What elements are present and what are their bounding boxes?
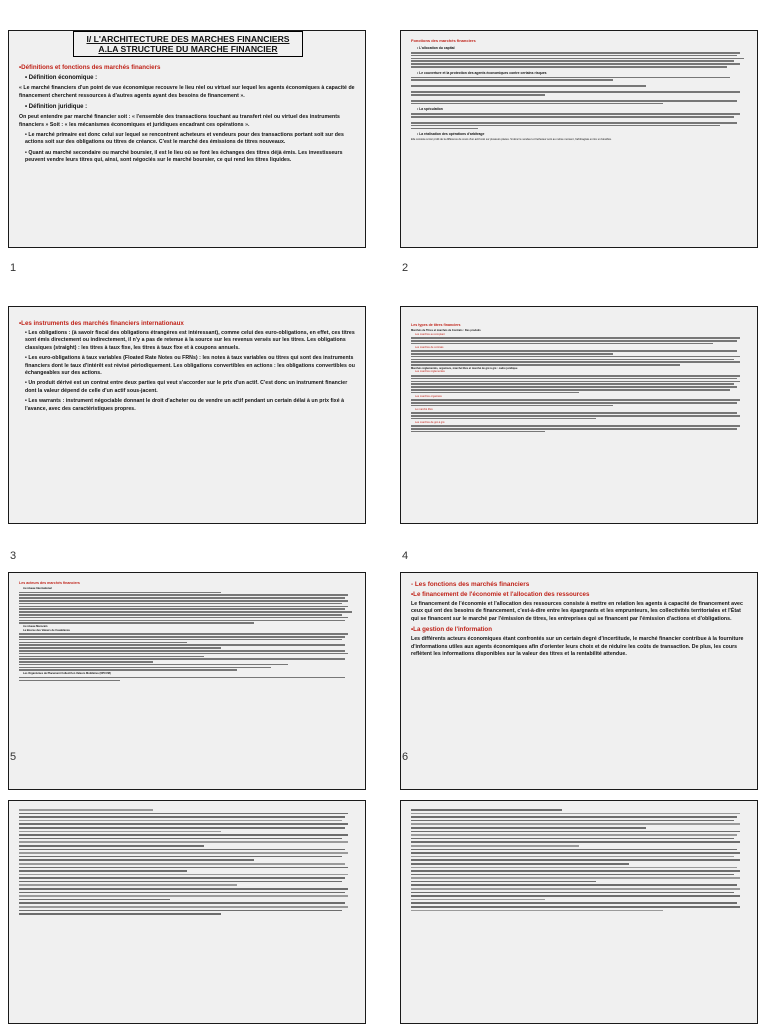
definition-legal-text: Définition juridique : [28,104,88,111]
bullet-frn: • Les euro-obligations à taux variables (Floated Rate Notes ou FRNs) : les notes à taux variables ou titres qui sont des instruments financiers dont le taux d'intérêt est révisé périodiquement. Les obligations convertibles en actions : les obligations convertibles ou échangeables sur des actions. [25,355,355,377]
text-block [411,113,747,129]
subheading-financing: •Le financement de l'économie et l'allocation des ressources [411,591,590,598]
paragraph-legal: On peut entendre par marché financier soit : « l'ensemble des transactions touchant au transfert réel ou virtuel des instruments financiers » Soit : « les mécanismes économiques et juridiques encadrant ces opérations ». [19,114,340,128]
slide-8[interactable] [400,800,758,1024]
label-regulated-markets: Les marchés réglementés [415,370,445,374]
text-block [411,337,747,344]
subsection-casablanca: La Bourse des Valeurs de Casablanca [23,628,70,632]
label-organized-markets: Les marchés organisés [415,394,442,398]
subheading-capital: • L'allocation du capital [417,46,455,50]
slide-1[interactable] [8,30,366,248]
definition-economic-text: Définition économique : [28,75,98,81]
subheading-speculation-text: La spéculation [419,107,443,112]
text-block [411,77,747,105]
subheading-arbitrage-text: La réalisation des opérations d'arbitrage [419,132,485,137]
bullet-obligations-text: Les obligations : (à savoir fiscal des obligations étrangères est intéressant), comme celui des euro-obligations, en effet, ces titres sont émis directement ou indirectement, il n'y a pas de retenue à la source sur les revenus versés sur les titres. Les obligations classiques (straight) : les titres à taux fixe, les titres à taux fixe et à coupons annuels. [25,330,355,351]
paragraph-economic: « Le marché financiers d'un point de vue économique recouvre le lieu réel ou virtuel sur lequel les agents économiques à capacité de financement cherchent ressources à d'autres agents ayant des besoins de financement ». [19,85,355,99]
section-heading: Les acteurs des marchés financiers [19,581,80,585]
slide-6[interactable] [400,572,758,790]
section-heading: - Les fonctions des marchés financiers [411,581,530,588]
label-contract-markets: Les marchés de contrats [415,345,444,349]
bullet-warrants-text: Les warrants : instrument négociable donnant le droit d'acheter ou de vendre un actif pendant un certain délai à un prix fixé à l'avance, avec des caractéristiques propres. [25,398,345,412]
slide-number-1: 1 [10,262,17,274]
subheading-hedging: • Le couverture et la protection des agents économiques contre certains risques [417,70,547,75]
text-block [411,350,747,366]
subheading-capital-text: L'allocation du capital [419,46,455,50]
label-otc-markets: Les marchés de gré à gré [415,420,445,424]
slide-title-line1: I/ L'ARCHITECTURE DES MARCHES FINANCIERS [86,34,290,44]
bullet-obligations: • Les obligations : (à savoir fiscal des obligations étrangères est intéressant), comme celui des euro-obligations, en effet, ces titres sont émis directement ou indirectement, il n'y a pas de retenue à la source sur les revenus versés sur les titres. Les obligations classiques (straight) : les titres à taux fixe, les titres à taux fixe et à coupons annuels. [25,330,355,351]
bullet-derivative-text: Un produit dérivé est un contrat entre deux parties qui veut s'accorder sur le prix d'un actif. C'est donc un instrument financier dont la valeur dépend de celle d'un actif sous-jacent. [25,380,348,394]
slide-number-5: 5 [10,751,17,763]
subsection-products: Marchés de Titres et marchés de Contrats : Des produits [411,329,481,332]
text-block [19,592,355,624]
subheading-speculation: • La spéculation [417,107,443,112]
slide-number-6: 6 [402,751,409,763]
section-heading: Fonctions des marchés financiers [411,38,476,43]
label-free-market: Le marché libre [415,407,433,411]
slide-number-4: 4 [402,550,409,562]
text-block [411,425,747,432]
slide-number-3: 3 [10,550,17,562]
bullet-primary-market: • Le marché primaire est donc celui sur lequel se rencontrent acheteurs et vendeurs pour des transactions portant soit sur des actions soit sur des obligations ou titres de créance. C'est le marché des émissions de titres nouveaux. [25,132,344,146]
subsection-international: Au niveau International [23,587,52,590]
slide-2[interactable] [400,30,758,248]
arbitrage-text: Elle consiste à tirer profit de la différence de cours d'un actif coté sur plusieurs places. Si donc le vendeur et l'acheteur sont au même moment, l'arbitragiste en tire un bénéfice. [411,138,612,142]
subsection-legal-framework: Marchés réglementés, organisés, marché libre et marché de gré à gré : cadre juridique [411,366,518,370]
text-block [411,399,747,406]
bullet-derivative: • Un produit dérivé est un contrat entre deux parties qui veut s'accorder sur le prix d'un actif. C'est donc un instrument financier dont la valeur dépend de celle d'un actif sous-jacent. [25,380,348,394]
subsection-opcvm: Les Organismes de Placement Collectif en Valeurs Mobilières (OPCVM) [23,672,111,676]
bullet-frn-text: Les euro-obligations à taux variables (Floated Rate Notes ou FRNs) : les notes à taux variables ou titres qui sont des instruments financiers dont le taux d'intérêt est révisé périodiquement. Les obligations convertibles en actions : les obligations convertibles ou échangeables sur des actions. [25,355,355,377]
text-block [9,801,365,923]
paragraph-information: Les différents acteurs économiques étant confrontés sur un certain degré d'incertitude, le marché financier contribue à la fourniture d'informations utiles aux agents économiques afin d'orienter leurs choix et de réduire les coûts de transaction. De plus, les cours reflètent les informations disponibles sur la valeur des titres et la rentabilité attendue. [411,636,744,658]
text-block [411,375,747,393]
text-block [19,677,355,681]
definition-legal-label: • Définition juridique : [25,104,88,111]
bullet-secondary-market: • Quant au marché secondaire ou marché boursier, il est le lieu où se font les échanges des titres déjà émis. Les investisseurs peuvent vendre leurs titres qui, ainsi, sont négociés sur le marché boursier, ce qui rend les titres liquides. [25,149,343,164]
section-heading-text: Les fonctions des marchés financiers [414,581,530,588]
subsection-morocco: Au niveau Marocain [23,625,48,629]
slide-title-line2: A.LA STRUCTURE DU MARCHE FINANCIER [98,43,278,54]
slide-7[interactable] [8,800,366,1024]
paragraph-financing: Le financement de l'économie et l'allocation des ressources consiste à mettre en relation les agents à capacité de financement avec ceux qui ont des besoins de financement, c'est-à-dire entre les épargnants et les emprunteurs, les collectivités territoriales et l'État qui se financent sur le marché par l'émission de titres, les entreprises qui se financent par l'émission d'actions et d'obligations. [411,601,743,622]
slide-5-content[interactable] [8,572,366,790]
title-box [73,31,303,57]
subheading-information: •La gestion de l'information [411,626,492,634]
subheading-hedging-text: Le couverture et la protection des agents économiques contre certains risques [419,70,547,75]
section-heading: •Les instruments des marchés financiers internationaux [19,320,184,327]
slide-number-2: 2 [402,262,409,274]
bullet-warrants: • Les warrants : instrument négociable donnant le droit d'acheter ou de vendre un actif pendant un certain délai à un prix fixé à l'avance, avec des caractéristiques propres. [25,398,345,412]
section-heading: Les types de titres financiers [411,323,461,327]
text-block [411,52,747,68]
slide-4[interactable] [400,306,758,524]
section-heading: •Définitions et fonctions des marchés financiers [19,64,161,71]
text-block [401,801,757,919]
bullet-primary-text: Le marché primaire est donc celui sur lequel se rencontrent acheteurs et vendeurs pour des transactions portant soit sur des actions soit sur des obligations ou titres de créance. C'est le marché des émissions de titres nouveaux. [25,132,344,146]
bullet-secondary-text: Quant au marché secondaire ou marché boursier, il est le lieu où se font les échanges des titres déjà émis. Les investisseurs peuvent vendre leurs titres qui, ainsi, sont négociés sur le marché boursier, ce qui rend les titres liquides. [25,149,343,164]
definition-economic-label: • Définition économique : [25,75,98,81]
slide-3[interactable] [8,306,366,524]
label-cash-markets: Les marchés au comptant [415,332,445,336]
subheading-arbitrage: • La réalisation des opérations d'arbitrage [417,132,485,137]
text-block [19,633,355,671]
text-block [411,412,747,419]
